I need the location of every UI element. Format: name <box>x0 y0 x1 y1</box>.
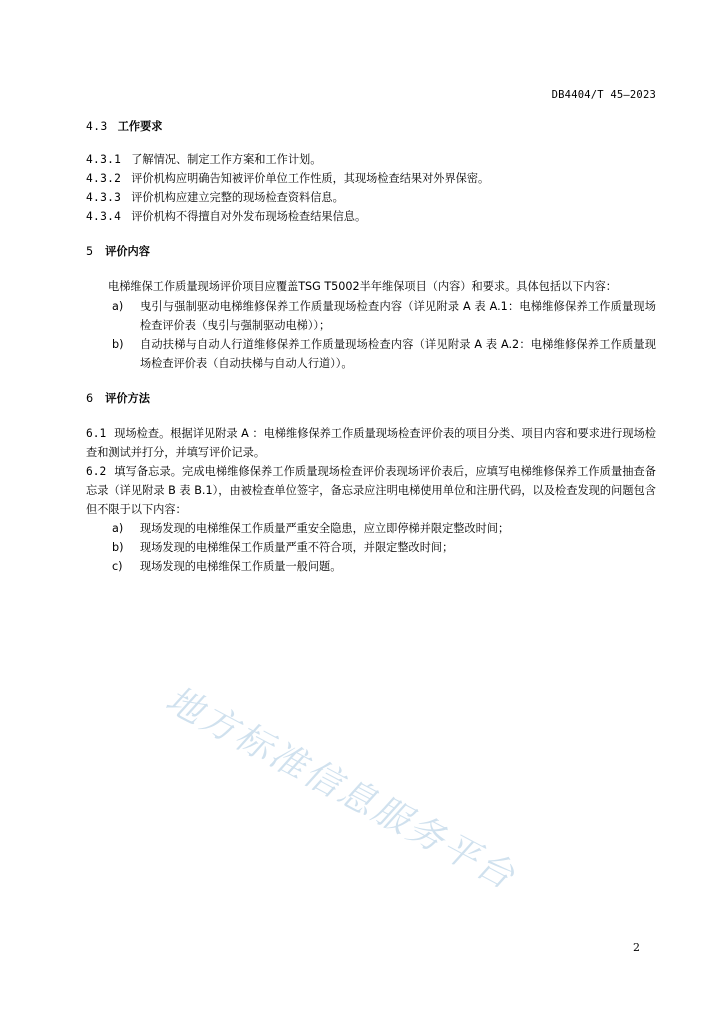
list-marker: a) <box>112 522 124 535</box>
clause-text: 评价机构不得擅自对外发布现场检查结果信息。 <box>131 210 367 223</box>
section-heading-4-3 <box>86 117 656 136</box>
clause-4-3-1 <box>86 150 656 169</box>
section-heading-6 <box>86 389 656 408</box>
list-text: 现场发现的电梯维保工作质量严重不符合项，并限定整改时间； <box>140 541 454 554</box>
paragraph-text: 填写备忘录。完成电梯维修保养工作质量现场检查评价表现场评价表后，应填写电梯维修保养工作质量抽查备忘录（详见附录 B 表 B.1），由被检查单位签字，备忘录应注明电梯使用单位和注册代码，以及检查发现的问题包含但不限于以下内容： <box>86 465 656 516</box>
list-marker: a) <box>112 300 124 313</box>
paragraph-number: 6.2 <box>86 465 107 478</box>
clause-4-3-2 <box>86 169 656 188</box>
section-title: 工作要求 <box>117 120 163 133</box>
list-marker: b) <box>112 338 124 351</box>
section-number: 6 <box>86 392 94 405</box>
list-marker: c) <box>112 560 123 573</box>
clause-number: 4.3.2 <box>86 172 122 185</box>
section-title: 评价方法 <box>105 392 150 405</box>
list-item <box>86 297 656 335</box>
clause-text: 评价机构应建立完整的现场检查资料信息。 <box>131 191 344 204</box>
paragraph-6-1 <box>86 424 656 462</box>
list-marker: b) <box>112 541 124 554</box>
list-text: 自动扶梯与自动人行道维修保养工作质量现场检查内容（详见附录 A 表 A.2：电梯维修保养工作质量现场检查评价表（自动扶梯与自动人行道））。 <box>140 338 656 370</box>
page-number: 2 <box>633 941 640 954</box>
clause-text: 评价机构应明确告知被评价单位工作性质，其现场检查结果对外界保密。 <box>131 172 490 185</box>
list-item <box>86 557 656 576</box>
list-item <box>86 335 656 373</box>
list-item <box>86 538 656 557</box>
section-5-intro: 电梯维保工作质量现场评价项目应覆盖TSG T5002半年维保项目（内容）和要求。具体包括以下内容： <box>108 280 617 293</box>
section-title: 评价内容 <box>105 245 150 258</box>
clause-text: 了解情况、制定工作方案和工作计划。 <box>131 153 322 166</box>
page-content <box>86 117 656 576</box>
list-text: 现场发现的电梯维保工作质量严重安全隐患，应立即停梯并限定整改时间； <box>140 522 510 535</box>
clause-number: 4.3.3 <box>86 191 122 204</box>
watermark: 地方标准信息服务平台 <box>158 679 523 899</box>
standard-code: DB4404/T 45—2023 <box>551 89 656 101</box>
clause-number: 4.3.4 <box>86 210 122 223</box>
paragraph-text: 现场检查。根据详见附录 A ：电梯维修保养工作质量现场检查评价表的项目分类、项目内容和要求进行现场检查和测试并打分，并填写评价记录。 <box>86 427 656 459</box>
paragraph-number: 6.1 <box>86 427 107 440</box>
clause-4-3-3 <box>86 188 656 207</box>
section-number: 4.3 <box>86 120 108 133</box>
list-text: 现场发现的电梯维保工作质量一般问题。 <box>140 560 342 573</box>
list-item <box>86 519 656 538</box>
clause-number: 4.3.1 <box>86 153 122 166</box>
section-heading-5 <box>86 242 656 261</box>
paragraph-6-2 <box>86 462 656 519</box>
section-number: 5 <box>86 245 94 258</box>
list-text: 曳引与强制驱动电梯维修保养工作质量现场检查内容（详见附录 A 表 A.1：电梯维修保养工作质量现场检查评价表（曳引与强制驱动电梯））； <box>140 300 656 332</box>
clause-4-3-4 <box>86 207 656 226</box>
